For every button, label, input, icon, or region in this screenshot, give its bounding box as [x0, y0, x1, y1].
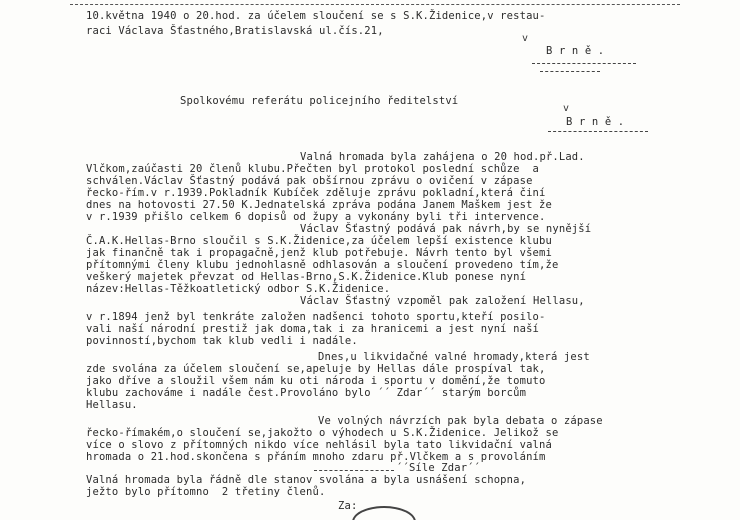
v-mark-2: v [563, 103, 570, 114]
body-line-22: Ve volných návrzích pak byla debata o zápase [318, 415, 603, 427]
dashed-underline-1b [540, 71, 600, 72]
body-line-21: Hellasu. [86, 399, 138, 411]
body-line-8: Č.A.K.Hellas-Brno sloučil s S.K.Židenice,za účelem lepší existence klubu [86, 235, 552, 247]
body-line-20: klubu zachováme i nadále čest.Provoláno bylo ´´ Zdar´´ starým borcům [86, 387, 527, 399]
body-line-7: Václav Šťastný podává pak návrh,by se nynější [300, 223, 592, 235]
body-line-26: ´´Síle Zdar´´ [396, 462, 481, 474]
body-line-25: hromada o 21.hod.skončena s přáním mnoho zdaru př.Vlčkem a s provoláním [86, 451, 546, 463]
dashed-underline-1 [532, 63, 636, 64]
body-line-13: Václav Šťastný vzpoměl pak založení Hellasu, [300, 295, 585, 307]
body-line-5: dnes na hotovosti 27.50 K.Jednatelská zpráva podána Janem Maškem jest že [86, 199, 552, 211]
dashed-underline-3 [314, 470, 394, 471]
body-line-4: řecko-řím.v r.1939.Pokladník Kubíček zděluje zprávu pokladní,která činí [86, 187, 546, 199]
stamp-circle [352, 506, 416, 520]
v-mark-1: v [522, 33, 529, 44]
city-brno-2: B r n ě . [566, 116, 625, 128]
body-line-23: řecko-římakém,o sloučení se,jakožto o výhodech u S.K.Židenice. Jelikož se [86, 427, 559, 439]
body-line-19: jako dříve a sloužil všem nám ku oti národa i sportu v domění,že tomuto [86, 375, 546, 387]
body-line-12: název:Hellas-Těžkoatletický odbor S.K.Židenice. [86, 283, 391, 295]
addressee: Spolkovému referátu policejního ředitelství [180, 95, 459, 107]
top-dashed-rule [70, 4, 680, 5]
body-line-11: veškerý majetek převzat od Hellas-Brno,S.K.Židenice.Klub ponese nyní [86, 271, 527, 283]
body-line-14: v r.1894 jenž byl tenkráte založen nadšenci tohoto sportu,kteří posilo- [86, 311, 546, 323]
body-line-24: více o slovo z přítomných nikdo více nehlásil byla tato likvidační valná [86, 439, 552, 451]
body-line-28: ježto bylo přítomno 2 třetiny členů. [86, 486, 326, 498]
body-line-18: zde svolána za účelem sloučení se,apeluje by Hellas dále prospíval tak, [86, 363, 546, 375]
body-line-27: Valná hromada byla řádně dle stanov svolána a byla usnášení schopna, [86, 474, 527, 486]
header-line-2: raci Václava Šťastného,Bratislavská ul.čís.21, [86, 25, 384, 37]
body-line-1: Valná hromada byla zahájena o 20 hod.př.Lad. [300, 151, 585, 163]
header-line-1: 10.května 1940 o 20.hod. za účelem sloučení se s S.K.Židenice,v restau- [86, 10, 546, 22]
body-line-2: Vlčkom,zaúčasti 20 členů klubu.Přečten byl protokol poslední schůze a [86, 163, 540, 175]
closing-za: Za: [338, 500, 358, 512]
body-line-10: přítomnými členy klubu jednohlasně odhlasován a sloučení provedeno tím,že [86, 259, 559, 271]
body-line-16: povinností,bychom tak klub vedli i nadále. [86, 335, 358, 347]
dashed-underline-2 [548, 131, 648, 132]
body-line-15: vali naší národní prestiž jak doma,tak i za hranicemi a jest nyní naší [86, 323, 540, 335]
body-line-9: jak finančně tak i propagačně,jenž klub potřebuje. Návrh tento byl všemi [86, 247, 552, 259]
city-brno-1: B r n ě . [546, 45, 605, 57]
body-line-6: v r.1939 přišlo celkem 6 dopisů od župy a vykonány byli tři intervence. [86, 211, 546, 223]
body-line-17: Dnes,u likvidačné valné hromady,která jest [318, 351, 590, 363]
body-line-3: schválen.Václav Šťastný podává pak obšírnou zprávu o ovičení v zápase [86, 175, 533, 187]
